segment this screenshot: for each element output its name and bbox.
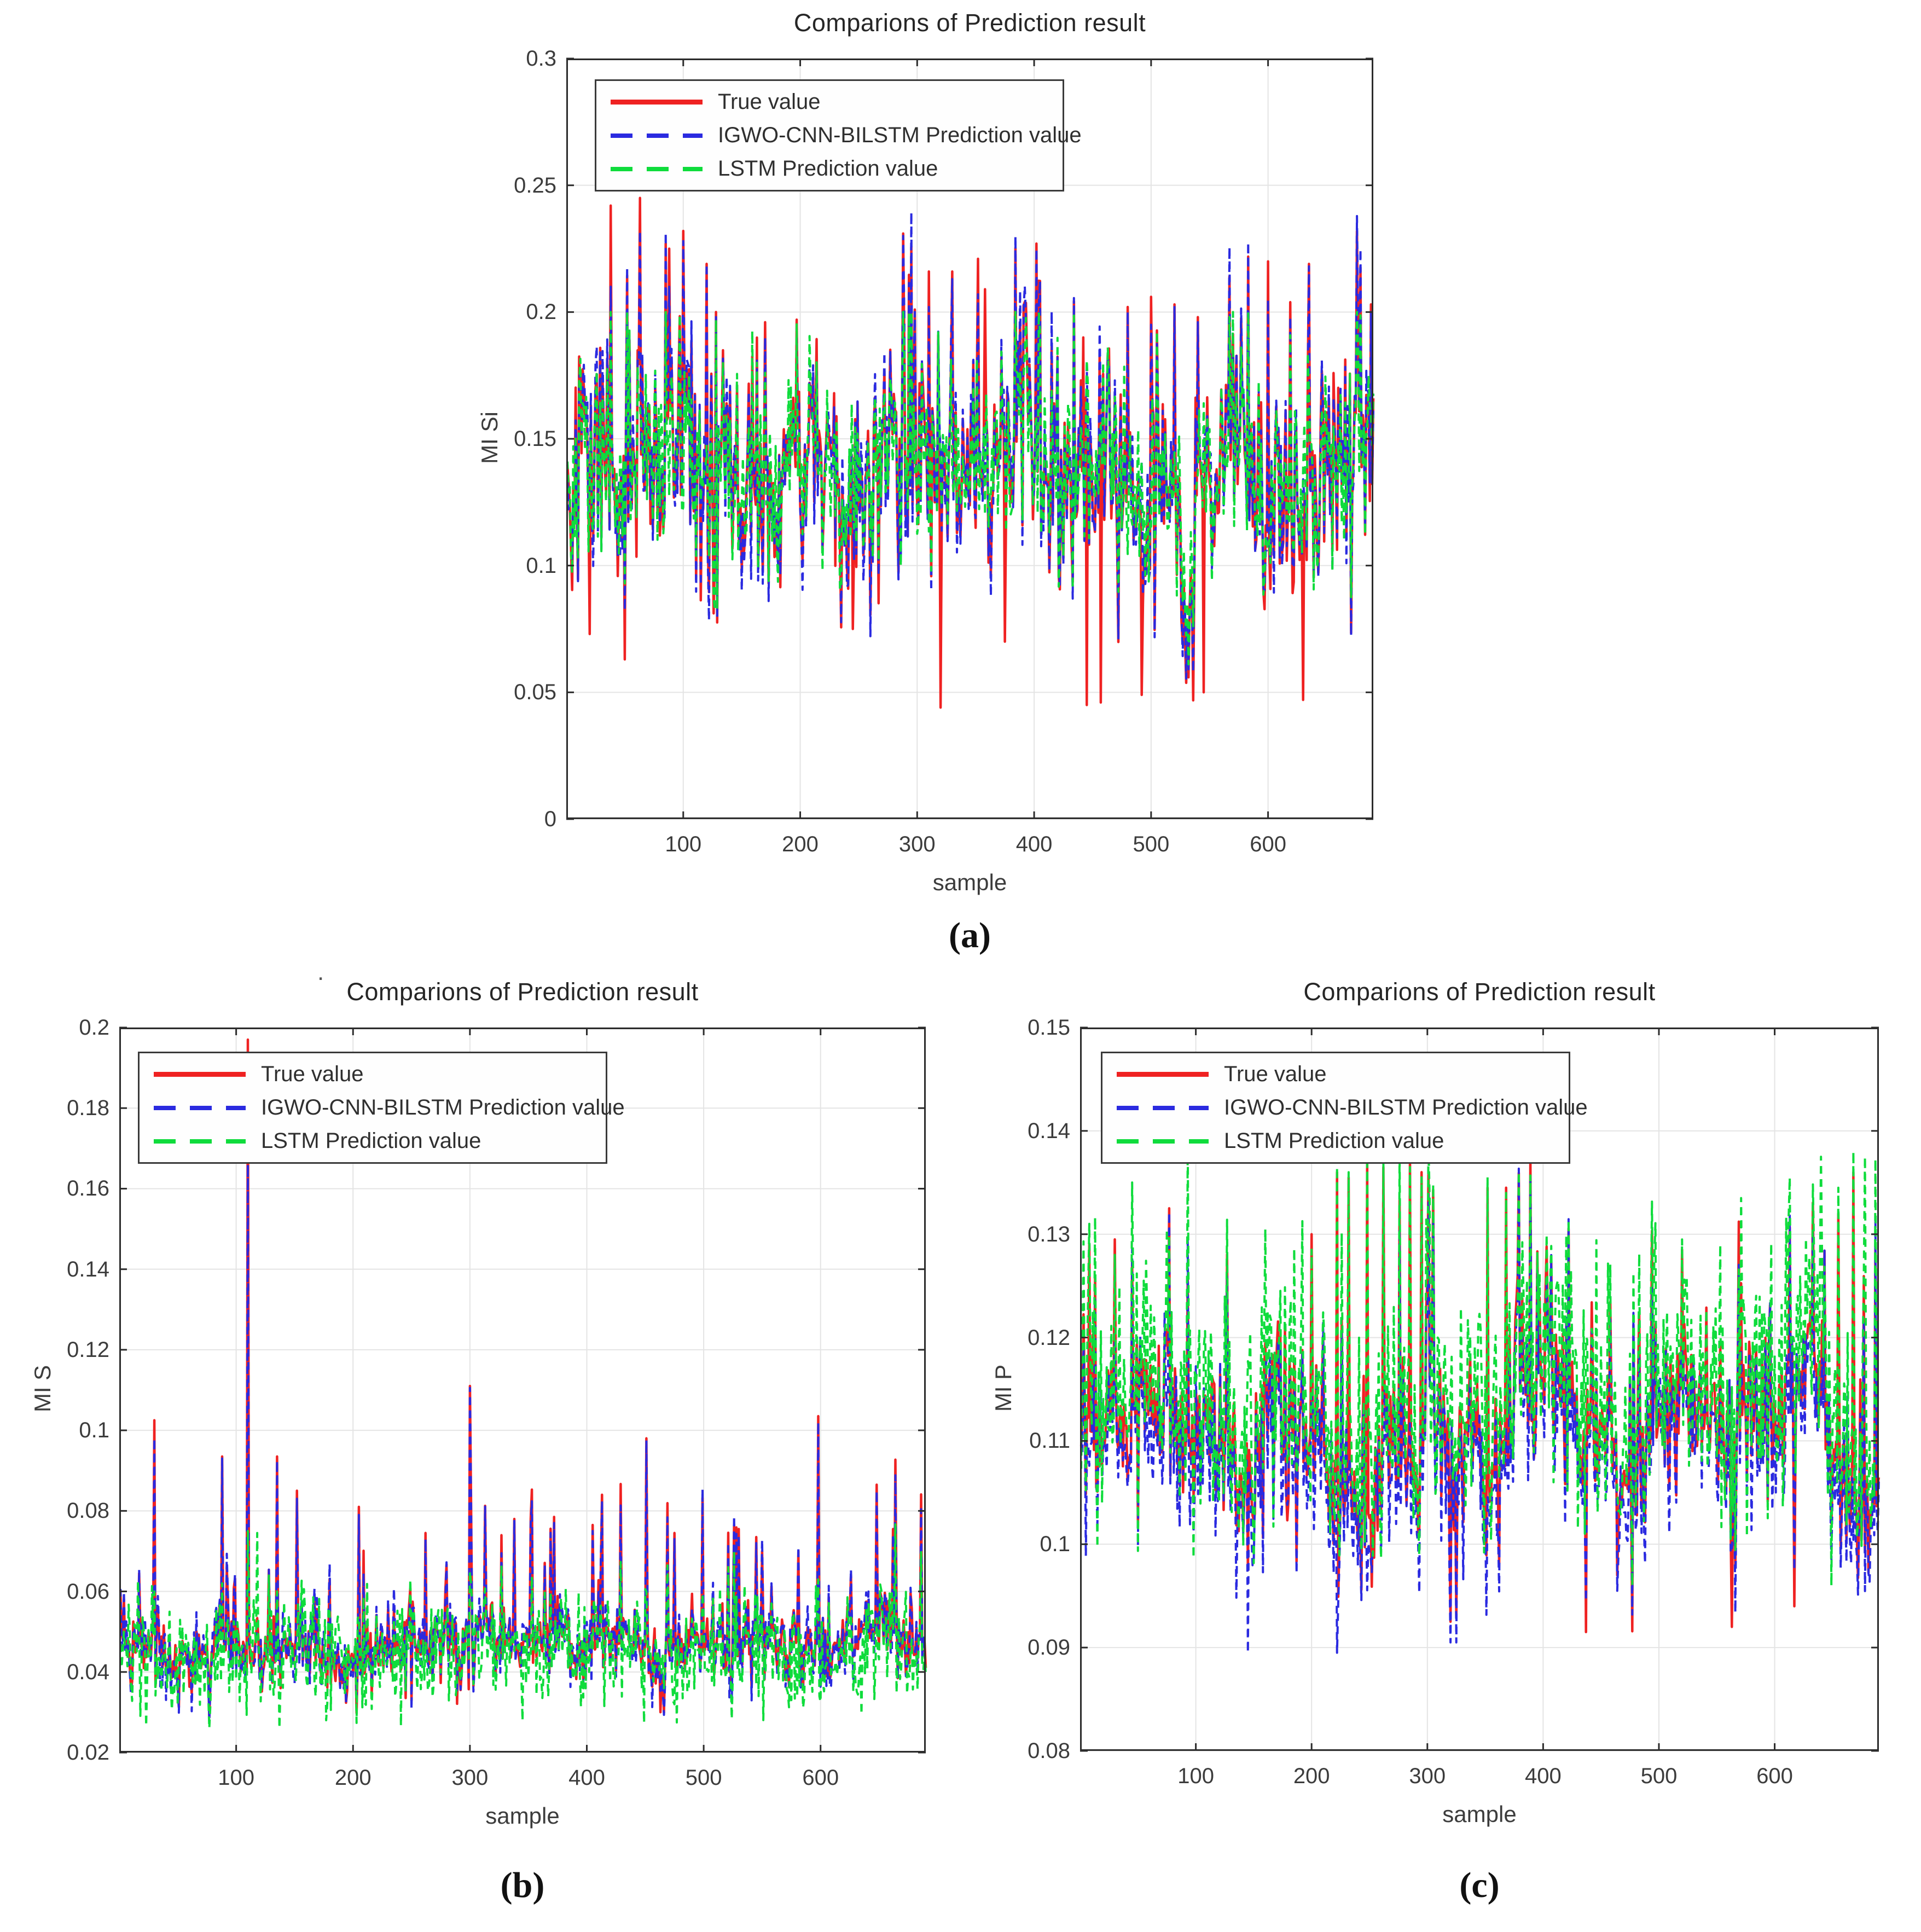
y-tick-label: 0.1 — [79, 1418, 109, 1443]
blue-dashed-line-sample — [611, 134, 703, 138]
chart-c-caption: (c) — [1459, 1865, 1500, 1905]
chart-b-caption: (b) — [500, 1865, 545, 1905]
legend-item-igwo — [140, 1095, 625, 1120]
y-tick-label: 0.13 — [1028, 1222, 1070, 1246]
y-tick-label: 0.04 — [67, 1660, 109, 1684]
x-tick-label: 200 — [782, 832, 819, 856]
legend-label: True value — [718, 90, 821, 114]
y-tick-label: 0.16 — [67, 1176, 109, 1201]
x-tick-label: 200 — [334, 1766, 372, 1790]
chart-c-y-axis-label: MI P — [990, 1364, 1016, 1412]
y-tick-label: 0.12 — [67, 1337, 109, 1362]
chart-a-legend — [595, 79, 1082, 192]
green-dashed-line-sample — [154, 1139, 246, 1144]
y-tick-label: 0.2 — [526, 300, 556, 324]
y-tick-label: 0.3 — [526, 47, 556, 71]
legend-label: True value — [1224, 1062, 1327, 1086]
x-tick-label: 400 — [568, 1766, 605, 1790]
legend-label: IGWO-CNN-BILSTM Prediction value — [261, 1095, 625, 1119]
x-tick-label: 600 — [802, 1766, 839, 1790]
y-tick-label: 0.08 — [67, 1499, 109, 1523]
y-tick-label: 0 — [544, 807, 556, 831]
legend-label: True value — [261, 1062, 364, 1086]
x-tick-label: 300 — [451, 1766, 489, 1790]
x-tick-label: 500 — [685, 1766, 722, 1790]
chart-a-plot-area — [514, 47, 1373, 856]
legend-item-true-value — [596, 90, 1063, 114]
y-tick-label: 0.14 — [67, 1257, 109, 1281]
y-tick-label: 0.15 — [514, 427, 556, 451]
series-line-lstm — [1081, 1146, 1879, 1586]
legend-item-true-value — [1102, 1062, 1569, 1087]
legend-item-lstm — [140, 1129, 606, 1153]
x-tick-label: 400 — [1525, 1764, 1562, 1788]
y-tick-label: 0.06 — [67, 1579, 109, 1604]
y-tick-label: 0.02 — [67, 1740, 109, 1765]
legend-label: IGWO-CNN-BILSTM Prediction value — [1224, 1095, 1588, 1119]
green-dashed-line-sample — [611, 167, 703, 171]
chart-a-x-axis-label: sample — [932, 869, 1007, 895]
x-tick-label: 100 — [665, 832, 702, 856]
legend-item-igwo — [1102, 1095, 1588, 1120]
y-tick-label: 0.14 — [1028, 1118, 1070, 1143]
x-tick-label: 400 — [1015, 832, 1053, 856]
y-tick-label: 0.05 — [514, 680, 556, 705]
chart-b-x-axis-label: sample — [485, 1803, 560, 1829]
x-tick-label: 500 — [1640, 1764, 1678, 1788]
red-line-sample — [1117, 1072, 1209, 1077]
legend-label: LSTM Prediction value — [718, 156, 938, 181]
chart-b-y-axis-label: MI S — [30, 1365, 55, 1413]
y-tick-label: 0.12 — [1028, 1325, 1070, 1350]
chart-a-caption: (a) — [949, 915, 991, 955]
x-tick-label: 100 — [218, 1766, 254, 1790]
y-tick-label: 0.15 — [1028, 1016, 1070, 1040]
y-tick-label: 0.1 — [526, 553, 556, 578]
x-tick-label: 600 — [1250, 832, 1286, 856]
chart-c-plot-area — [1028, 1016, 1879, 1788]
legend-item-lstm — [596, 156, 1063, 181]
chart-c-title: Comparions of Prediction result — [1303, 978, 1656, 1006]
x-tick-label: 200 — [1293, 1764, 1330, 1788]
chart-a-y-axis-label: MI Si — [477, 411, 502, 464]
print-artifact-dot: . — [317, 959, 324, 985]
legend-label: LSTM Prediction value — [261, 1129, 481, 1153]
red-line-sample — [154, 1072, 246, 1077]
x-tick-label: 300 — [898, 832, 936, 856]
y-tick-label: 0.08 — [1028, 1739, 1070, 1763]
x-tick-label: 500 — [1133, 832, 1170, 856]
y-tick-label: 0.11 — [1029, 1429, 1070, 1453]
x-tick-label: 100 — [1177, 1764, 1214, 1788]
y-tick-label: 0.09 — [1028, 1635, 1070, 1660]
y-tick-label: 0.2 — [79, 1016, 109, 1040]
chart-b-plot-area — [67, 1016, 926, 1790]
legend-label: IGWO-CNN-BILSTM Prediction value — [718, 123, 1082, 147]
chart-b-legend — [138, 1052, 625, 1164]
blue-dashed-line-sample — [1117, 1106, 1209, 1110]
y-tick-label: 0.1 — [1040, 1532, 1070, 1557]
blue-dashed-line-sample — [154, 1106, 246, 1110]
chart-c-legend — [1101, 1052, 1588, 1164]
series-line-true-value — [1081, 1157, 1879, 1632]
chart-a-title: Comparions of Prediction result — [793, 9, 1146, 37]
legend-label: LSTM Prediction value — [1224, 1129, 1444, 1153]
legend-item-igwo — [596, 123, 1082, 148]
legend-item-lstm — [1102, 1129, 1569, 1153]
x-tick-label: 300 — [1409, 1764, 1446, 1788]
x-tick-label: 600 — [1756, 1764, 1793, 1788]
green-dashed-line-sample — [1117, 1139, 1209, 1144]
legend-item-true-value — [140, 1062, 606, 1087]
chart-c-x-axis-label: sample — [1442, 1801, 1517, 1827]
y-tick-label: 0.18 — [67, 1096, 109, 1121]
red-line-sample — [611, 100, 703, 105]
y-tick-label: 0.25 — [514, 173, 556, 198]
chart-b-title: Comparions of Prediction result — [346, 978, 699, 1006]
